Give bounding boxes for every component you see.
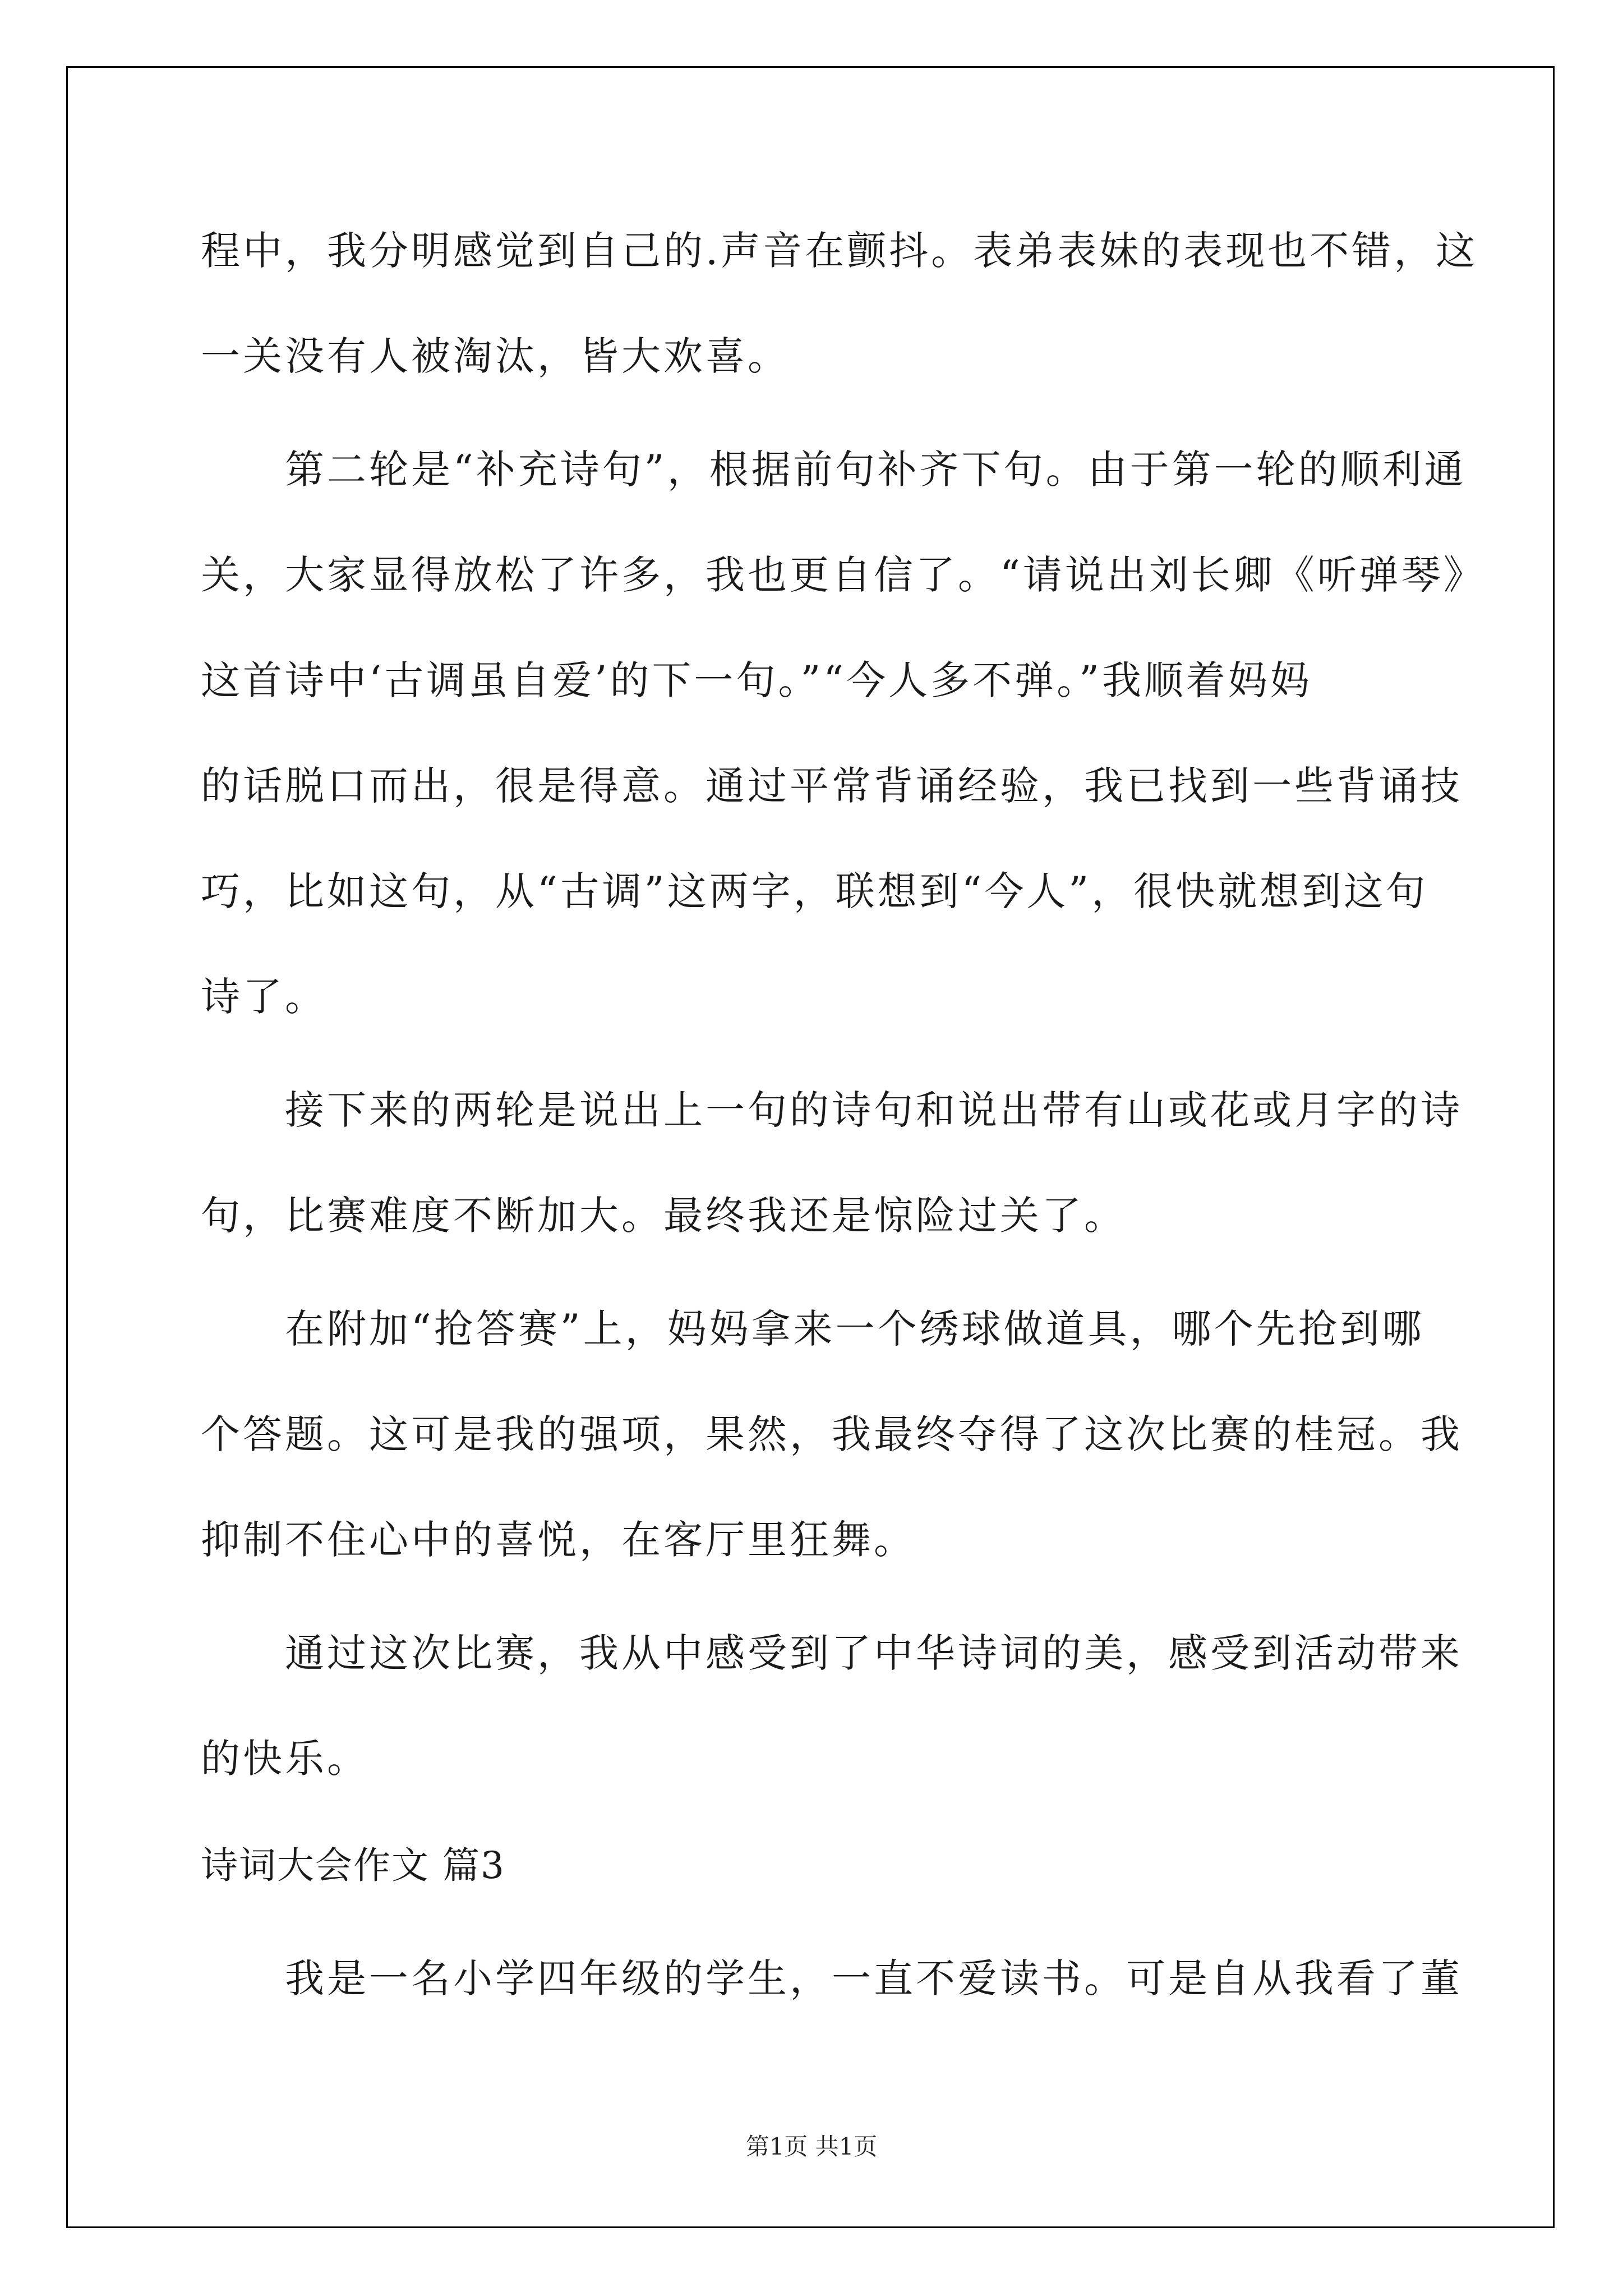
page-border	[66, 66, 1555, 2228]
text-line: 这首诗中‘古调虽自爱’的下一句。”“今人多不弹。”我顺着妈妈	[201, 657, 1312, 703]
section-heading: 诗词大会作文 篇3	[201, 1844, 505, 1887]
text-line: 句，比赛难度不断加大。最终我还是惊险过关了。	[201, 1193, 1126, 1239]
paragraph-first-line: 我是一名小学四年级的学生，一直不爱读书。可是自从我看了董	[285, 1955, 1463, 2001]
page-footer: 第1页 共1页	[745, 2133, 878, 2160]
text-line: 一关没有人被淘汰，皆大欢喜。	[201, 333, 790, 379]
paragraph-first-line: 接下来的两轮是说出上一句的诗句和说出带有山或花或月字的诗	[285, 1087, 1463, 1133]
paragraph-first-line: 在附加“抢答赛”上，妈妈拿来一个绣球做道具，哪个先抢到哪	[285, 1306, 1424, 1352]
text-line: 的快乐。	[201, 1736, 369, 1782]
paragraph-first-line: 第二轮是“补充诗句”，根据前句补齐下句。由于第一轮的顺利通	[285, 447, 1467, 493]
text-line: 程中，我分明感觉到自己的.声音在颤抖。表弟表妹的表现也不错，这	[201, 228, 1478, 274]
text-line: 的话脱口而出，很是得意。通过平常背诵经验，我已找到一些背诵技	[201, 763, 1463, 809]
text-line: 诗了。	[201, 974, 327, 1020]
text-line: 个答题。这可是我的强项，果然，我最终夺得了这次比赛的桂冠。我	[201, 1411, 1463, 1457]
text-line: 抑制不住心中的喜悦，在客厅里狂舞。	[201, 1517, 916, 1563]
paragraph-first-line: 通过这次比赛，我从中感受到了中华诗词的美，感受到活动带来	[285, 1630, 1463, 1676]
text-line: 巧，比如这句，从“古调”这两字，联想到“今人”，很快就想到这句	[201, 868, 1428, 914]
text-line: 关，大家显得放松了许多，我也更自信了。“请说出刘长卿《听弹琴》	[201, 552, 1486, 598]
